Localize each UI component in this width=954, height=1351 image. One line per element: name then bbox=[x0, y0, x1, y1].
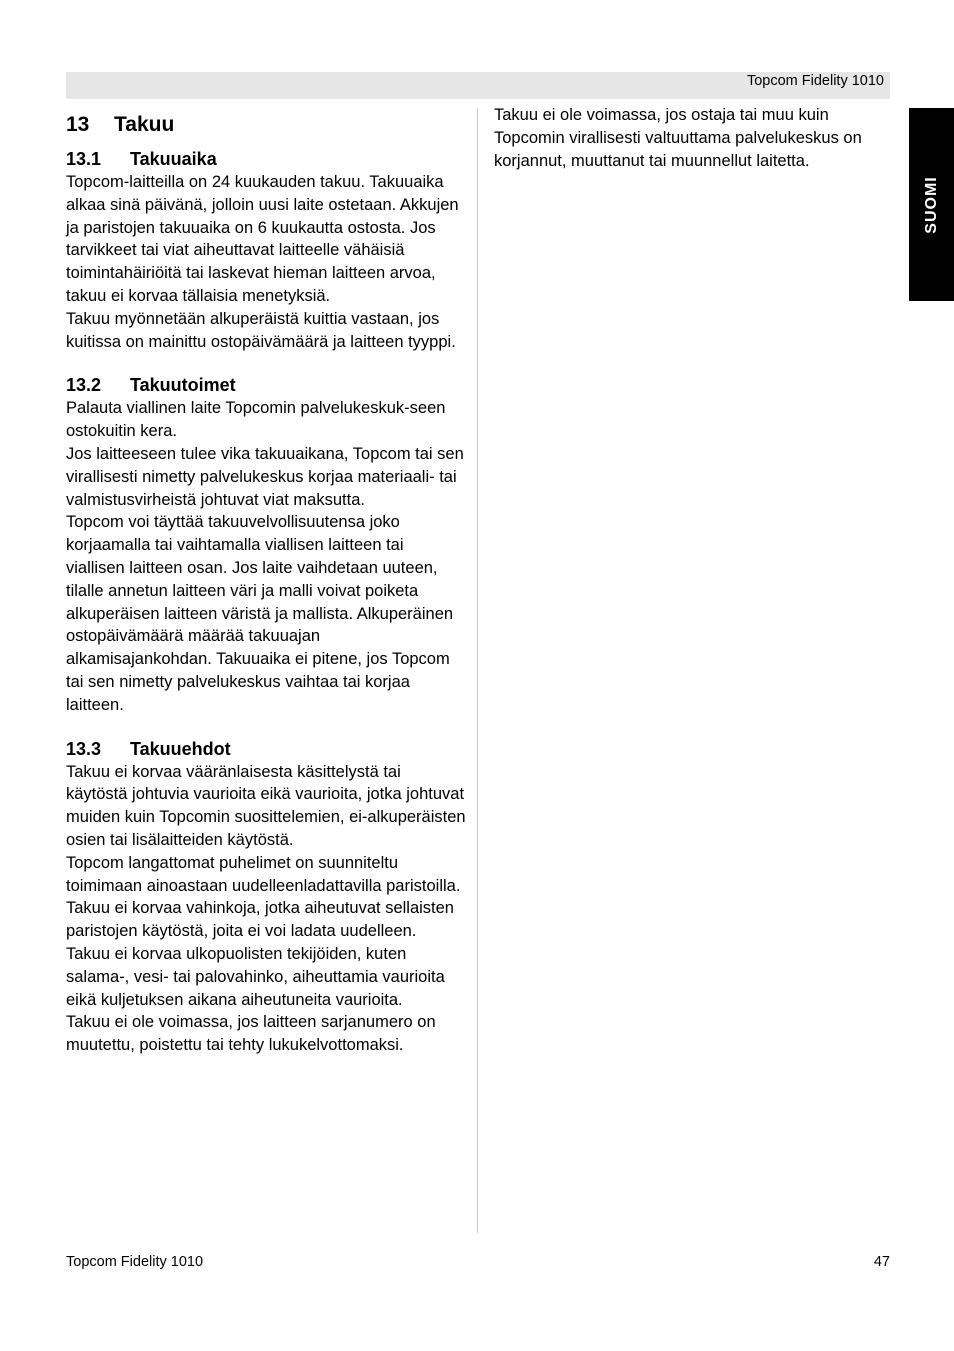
subsection-takuuaika bbox=[66, 147, 466, 353]
page-header bbox=[66, 72, 890, 99]
paragraph: Takuu ei korvaa vääränlaisesta käsittelystä tai käytöstä johtuvia vaurioita eikä vaurioita, jotka johtuvat muiden kuin Topcomin suosittelemien, ei-alkuperäisten osien tai lisälaitteiden käytöstä. bbox=[66, 762, 466, 849]
paragraph: Takuu ei korvaa ulkopuolisten tekijöiden, kuten salama-, vesi- tai palovahinko, aiheuttamia vaurioita eikä kuljetuksen aikana aiheutuneita vaurioita. bbox=[66, 944, 445, 1009]
paragraph: Jos laitteeseen tulee vika takuuaikana, Topcom tai sen virallisesti nimetty palvelukeskus korjaa materiaali- tai valmistusvirheistä johtuvat viat maksutta. bbox=[66, 444, 464, 509]
footer-page-number: 47 bbox=[873, 1254, 890, 1270]
footer-product-name: Topcom Fidelity 1010 bbox=[66, 1254, 204, 1270]
column-divider bbox=[477, 108, 478, 1233]
subsection-number: 13.1 bbox=[66, 149, 102, 169]
language-tab bbox=[909, 108, 954, 301]
subsection-heading bbox=[66, 147, 466, 171]
subsection-number: 13.2 bbox=[66, 375, 102, 396]
paragraph: Palauta viallinen laite Topcomin palvelukeskuk-seen ostokuitin kera. bbox=[66, 399, 446, 441]
subsection-takuutoimet bbox=[66, 373, 466, 716]
subsection-title: Takuuaika bbox=[130, 149, 217, 169]
paragraph: Takuu ei ole voimassa, jos laitteen sarjanumero on muutettu, poistettu tai tehty lukukelvottomaksi. bbox=[66, 1013, 436, 1055]
subsection-heading bbox=[66, 737, 466, 761]
header-title: Topcom Fidelity 1010 bbox=[746, 73, 884, 89]
paragraph: Topcom langattomat puhelimet on suunniteltu toimimaan ainoastaan uudelleenladattavilla paristoilla. Takuu ei korvaa vahinkoja, jotka aiheutuvat sellaisten paristojen käytöstä, joita ei voi ladata uudelleen. bbox=[66, 853, 461, 941]
language-tab-label: SUOMI bbox=[922, 175, 940, 234]
paragraph: Topcom voi täyttää takuuvelvollisuutensa joko korjaamalla tai vaihtamalla viallisen laitteen tai viallisen laitteen osan. Jos laite vaihdetaan uuteen, tilalle annetun laitteen väri ja malli voivat poiketa alkuperäisen laitteen väristä ja mallista. Alkuperäinen ostopäivämäärä määrää takuuajan alkamisajankohdan. Takuuaika ei pitene, jos Topcom tai sen nimetty palvelukeskus vaihtaa tai korjaa laitteen. bbox=[66, 513, 454, 714]
paragraph: Takuu ei ole voimassa, jos ostaja tai muu kuin Topcomin virallisesti valtuuttama palvelukeskus on korjannut, muuttanut tai muunnellut laitetta. bbox=[494, 106, 862, 170]
subsection-title: Takuutoimet bbox=[130, 375, 236, 396]
subsection-takuuehdot bbox=[66, 737, 466, 1057]
paragraph: Takuu myönnetään alkuperäistä kuittia vastaan, jos kuitissa on mainittu ostopäivämäärä ja laitteen tyyppi. bbox=[66, 309, 456, 351]
section-number: 13 bbox=[66, 112, 90, 136]
left-column bbox=[66, 102, 466, 1057]
section-title: Takuu bbox=[114, 112, 175, 136]
paragraph: Topcom-laitteilla on 24 kuukauden takuu. Takuuaika alkaa sinä päivänä, jolloin uusi laite ostetaan. Akkujen ja paristojen takuuaika on 6 kuukautta ostosta. Jos tarvikkeet tai viat aiheuttavat laitteelle vähäisiä toimintahäiriöitä tai laskevat hieman laitteen arvoa, takuu ei korvaa tällaisia menetyksiä. bbox=[66, 173, 459, 305]
subsection-number: 13.3 bbox=[66, 738, 102, 759]
section-heading bbox=[66, 102, 466, 147]
subsection-heading bbox=[66, 373, 466, 397]
subsection-title: Takuuehdot bbox=[130, 738, 231, 759]
right-column bbox=[494, 104, 890, 172]
